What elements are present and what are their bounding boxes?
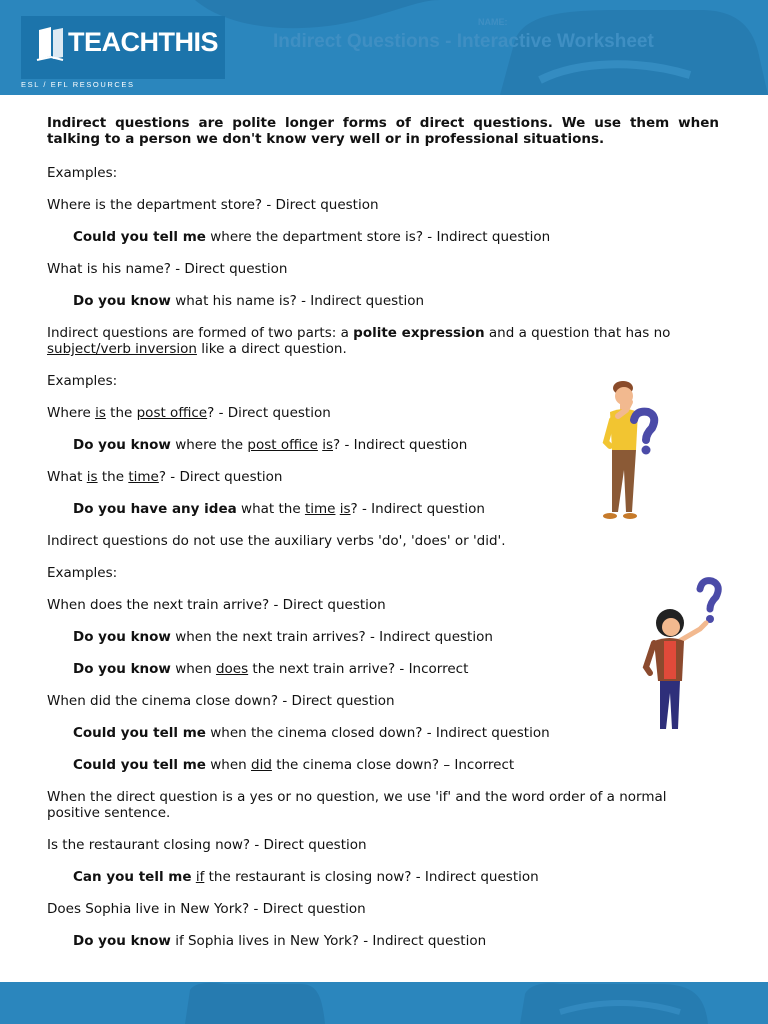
name-label: NAME: — [478, 17, 508, 27]
teachthis-logo[interactable] — [21, 16, 225, 79]
example-line: Could you tell me when did the cinema close down? – Incorrect — [73, 757, 515, 773]
explanation-paragraph: Indirect questions do not use the auxiliary verbs 'do', 'does' or 'did'. — [47, 533, 506, 549]
intro-paragraph: Indirect questions are polite longer forms of direct questions. We use them when talking to a person we don't know very well or in professional situations. — [47, 115, 719, 147]
thinking-man-illustration — [596, 380, 662, 522]
example-line: Does Sophia live in New York? - Direct question — [47, 901, 366, 917]
header-banner — [0, 0, 768, 95]
example-line: Could you tell me when the cinema closed down? - Indirect question — [73, 725, 550, 741]
examples-heading: Examples: — [47, 165, 118, 181]
examples-heading: Examples: — [47, 565, 118, 581]
example-line: What is the time? - Direct question — [47, 469, 283, 485]
example-line: Do you know where the post office is? - Indirect question — [73, 437, 468, 453]
example-line: When did the cinema close down? - Direct question — [47, 693, 395, 709]
example-line: Where is the post office? - Direct question — [47, 405, 331, 421]
example-line: When does the next train arrive? - Direct question — [47, 597, 386, 613]
worksheet-title: Indirect Questions - Interactive Worksheet — [273, 31, 654, 52]
book-icon — [35, 26, 65, 62]
example-line: Could you tell me where the department store is? - Indirect question — [73, 229, 551, 245]
example-line: Do you know when does the next train arrive? - Incorrect — [73, 661, 469, 677]
explanation-paragraph: Indirect questions are formed of two parts: a polite expression and a question that has no subject/verb inversion like a direct question. — [47, 325, 671, 357]
footer-banner — [0, 982, 768, 1024]
examples-heading: Examples: — [47, 373, 118, 389]
example-line: Do you have any idea what the time is? - Indirect question — [73, 501, 485, 517]
explanation-paragraph: When the direct question is a yes or no question, we use 'if' and the word order of a normal positive sentence. — [47, 789, 667, 821]
example-line: Do you know when the next train arrives? - Indirect question — [73, 629, 493, 645]
questioning-woman-illustration — [640, 577, 726, 737]
brand-tagline: ESL / EFL RESOURCES — [21, 80, 135, 89]
example-line: Do you know if Sophia lives in New York? - Indirect question — [73, 933, 487, 949]
example-line: Is the restaurant closing now? - Direct question — [47, 837, 367, 853]
example-line: Do you know what his name is? - Indirect question — [73, 293, 425, 309]
brand-name: TEACHTHIS — [68, 27, 218, 57]
example-line: Where is the department store? - Direct question — [47, 197, 379, 213]
example-line: What is his name? - Direct question — [47, 261, 288, 277]
footer-wave-decoration — [0, 982, 768, 1024]
example-line: Can you tell me if the restaurant is closing now? - Indirect question — [73, 869, 539, 885]
worksheet-body — [47, 115, 719, 949]
